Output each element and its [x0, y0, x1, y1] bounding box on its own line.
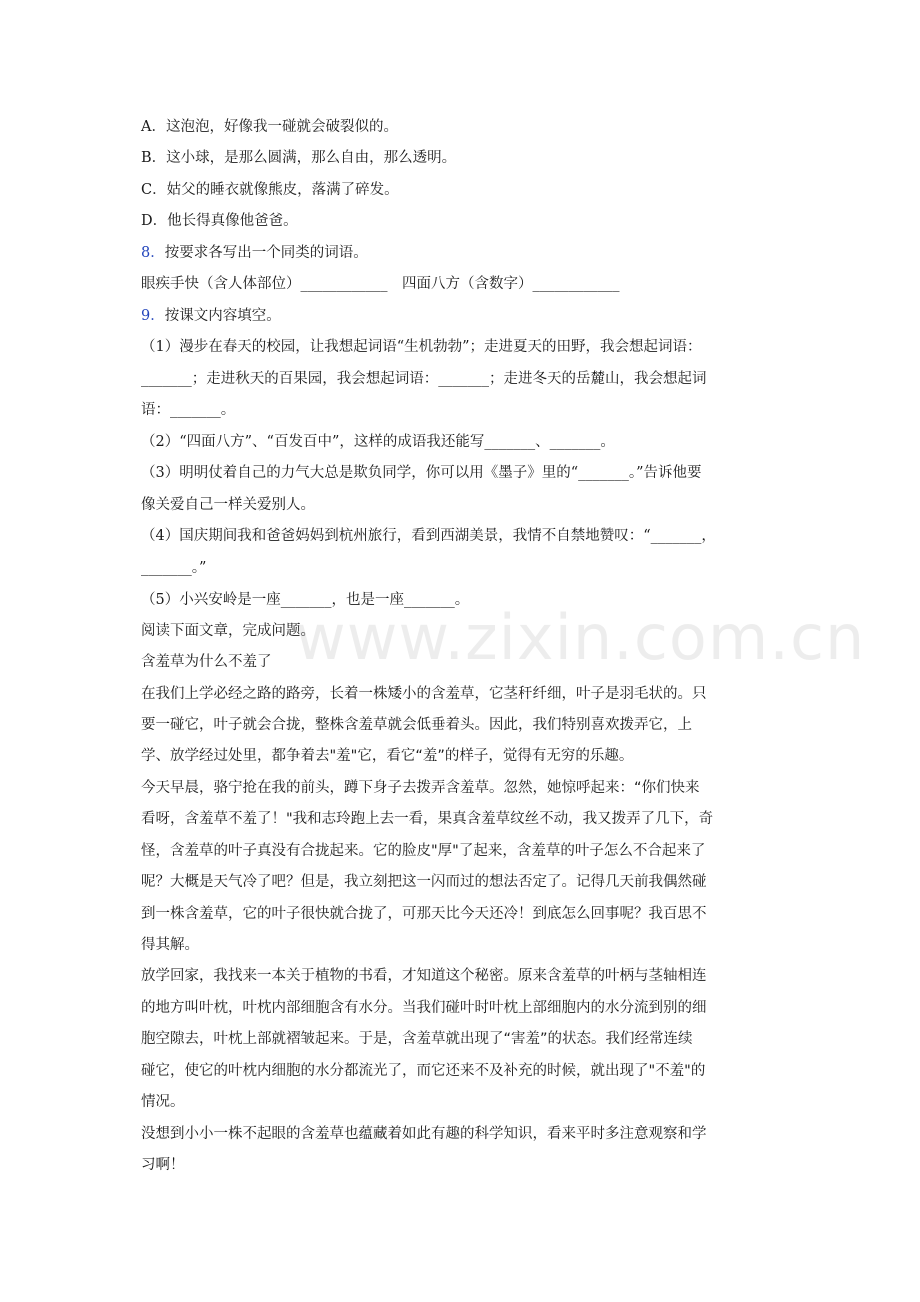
question-9-line: _______；走进秋天的百果园，我会想起词语：_______；走进冬天的岳麓山，我会想起词 [141, 371, 707, 387]
reading-instruction: 阅读下面文章，完成问题。 [141, 623, 315, 639]
question-9-line: （2）“四面八方”、“百发百中”，这样的成语我还能写_______、_______。 [141, 434, 615, 450]
article-line: 呢？大概是天气冷了吧？但是，我立刻把这一闪而过的想法否定了。记得几天前我偶然碰 [141, 874, 707, 890]
article-line: 放学回家，我找来一本关于植物的书看，才知道这个秘密。原来含羞草的叶柄与茎轴相连 [141, 968, 707, 984]
article-line: 今天早晨，骆宁抢在我的前头，蹲下身子去拨弄含羞草。忽然，她惊呼起来：“你们快来 [141, 780, 700, 796]
question-9-number: 9． [141, 308, 165, 324]
question-9-line: （4）国庆期间我和爸爸妈妈到杭州旅行，看到西湖美景，我情不自禁地赞叹：“_______， [141, 528, 716, 544]
article-line: 情况。 [141, 1094, 185, 1110]
question-8-prompt: 按要求各写出一个同类的词语。 [164, 245, 368, 261]
article-line: 的地方叫叶枕，叶枕内部细胞含有水分。当我们碰叶时叶枕上部细胞内的水分流到别的细 [141, 1000, 707, 1016]
article-line: 习啊！ [141, 1157, 185, 1173]
article-line: 得其解。 [141, 937, 199, 953]
question-9-line: （1）漫步在春天的校园，让我想起词语“生机勃勃”；走进夏天的田野，我会想起词语： [141, 339, 702, 355]
article-line: 胞空隙去，叶枕上部就褶皱起来。于是，含羞草就出现了“害羞”的状态。我们经常连续 [141, 1031, 693, 1047]
question-9 [141, 306, 791, 326]
question-9-prompt: 按课文内容填空。 [164, 308, 281, 324]
question-9-line: 像关爱自己一样关爱别人。 [141, 497, 315, 513]
article-line: 没想到小小一株不起眼的含羞草也蕴藏着如此有趣的科学知识，看来平时多注意观察和学 [141, 1126, 707, 1142]
watermark: www.zixin.com.cn [295, 601, 866, 674]
article-line: 要一碰它，叶子就会合拢，整株含羞草就会低垂着头。因此，我们特别喜欢拨弄它，上 [141, 717, 692, 733]
article-line: 碰它，使它的叶枕内细胞的水分都流光了，而它还来不及补充的时候，就出现了"不羞"的 [141, 1063, 706, 1079]
question-8-answer-line: 眼疾手快（含人体部位）____________ 四面八方（含数字）____________ [141, 276, 620, 292]
question-8-number: 8． [141, 245, 165, 261]
article-title: 含羞草为什么不羞了 [141, 654, 272, 670]
article-line: 在我们上学必经之路的路旁，长着一株矮小的含羞草，它茎秆纤细，叶子是羽毛状的。只 [141, 686, 707, 702]
question-9-line: （5）小兴安岭是一座_______，也是一座_______。 [141, 592, 470, 608]
option-b: B．这小球，是那么圆满，那么自由，那么透明。 [141, 150, 457, 166]
option-c: C．姑父的睡衣就像熊皮，落满了碎发。 [141, 182, 399, 198]
question-9-line: 语：_______。 [141, 402, 236, 418]
article-line: 怪，含羞草的叶子真没有合拢起来。它的脸皮"厚"了起来，含羞草的叶子怎么不合起来了 [141, 843, 706, 859]
article-line: 看呀，含羞草不羞了！"我和志玲跑上去一看，果真含羞草纹丝不动，我又拨弄了几下，奇 [141, 811, 714, 827]
article-line: 到一株含羞草，它的叶子很快就合拢了，可那天比今天还冷！到底怎么回事呢？我百思不 [141, 906, 707, 922]
option-d: D．他长得真像他爸爸。 [141, 213, 298, 229]
question-9-line: _______。” [141, 560, 207, 576]
question-8 [141, 243, 791, 263]
option-a: A．这泡泡，好像我一碰就会破裂似的。 [141, 119, 398, 135]
article-line: 学、放学经过处里，都争着去"羞"它，看它“羞”的样子，觉得有无穷的乐趣。 [141, 748, 634, 764]
question-9-line: （3）明明仗着自己的力气大总是欺负同学，你可以用《墨子》里的“_______。”告诉他要 [141, 465, 702, 481]
